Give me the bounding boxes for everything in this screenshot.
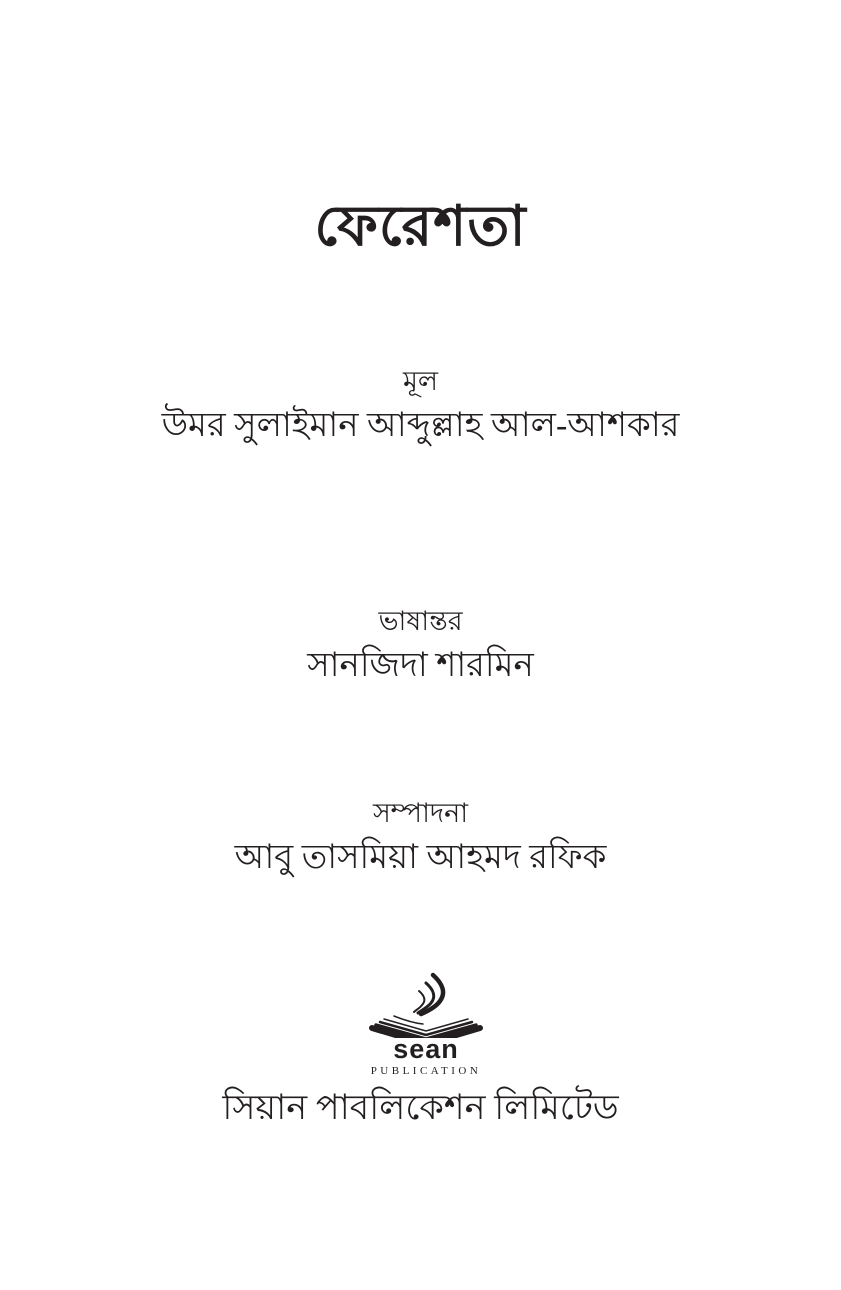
book-title: ফেরেশতা bbox=[314, 194, 527, 257]
translator-label: ভাষান্তর bbox=[378, 606, 463, 636]
flame-over-open-book-icon bbox=[366, 972, 486, 1038]
editor-label: সম্পাদনা bbox=[372, 798, 469, 828]
translator-name: সানজিদা শারমিন bbox=[307, 647, 534, 685]
publisher-logo-wordmark: sean bbox=[393, 1034, 459, 1064]
publisher-logo bbox=[11, 972, 841, 1077]
publisher-logo-subtext: PUBLICATION bbox=[370, 1065, 482, 1077]
translator-section bbox=[0, 606, 841, 687]
editor-name: আবু তাসমিয়া আহমদ রফিক bbox=[234, 839, 607, 877]
original-author-section bbox=[0, 366, 841, 447]
original-author-name: উমর সুলাইমান আব্দুল্লাহ আল-আশকার bbox=[161, 407, 680, 445]
editor-section bbox=[0, 798, 841, 879]
publisher-name: সিয়ান পাবলিকেশন লিমিটেড bbox=[222, 1088, 619, 1127]
original-author-label: মূল bbox=[402, 366, 439, 396]
